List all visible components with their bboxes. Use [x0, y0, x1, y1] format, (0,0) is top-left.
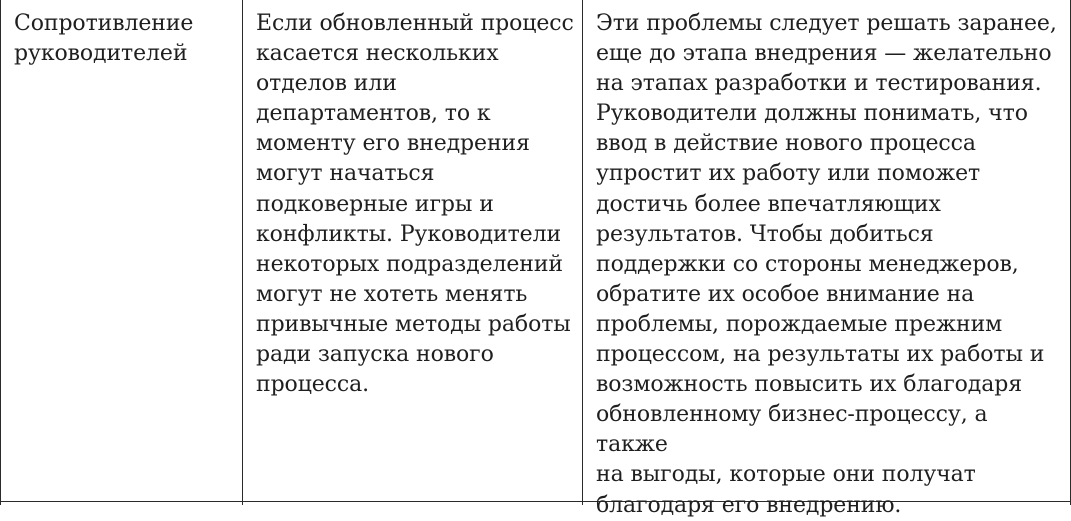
table-left-border — [0, 0, 1, 505]
column-divider-1 — [242, 0, 243, 505]
cell-solution-description: Эти проблемы следует решать заранее, еще до этапа внедрения — желательно на этапах разработки и тестирования. Руководители должны понимать, что ввод в действие нового процесса упростит их работу или поможет достичь более впечатляющих результатов. Чтобы добиться поддержки со стороны менеджеров, обратите их особое внимание на проблемы, порождаемые прежним процессом, на результаты их работы и возможность повысить их благодаря обновленному бизнес-процессу, а также на выгоды, которые они получат благодаря его внедрению. — [596, 11, 1057, 518]
column-divider-2 — [582, 0, 583, 505]
cell-problem-title: Сопротивление руководителей — [14, 11, 194, 67]
cell-problem-description: Если обновленный процесс касается нескольких отделов или департаментов, то к моменту его внедрения могут начаться подковерные игры и конфликты. Руководители некоторых подразделений могут не хотеть менять привычные методы работы ради запуска нового процесса. — [256, 11, 574, 398]
